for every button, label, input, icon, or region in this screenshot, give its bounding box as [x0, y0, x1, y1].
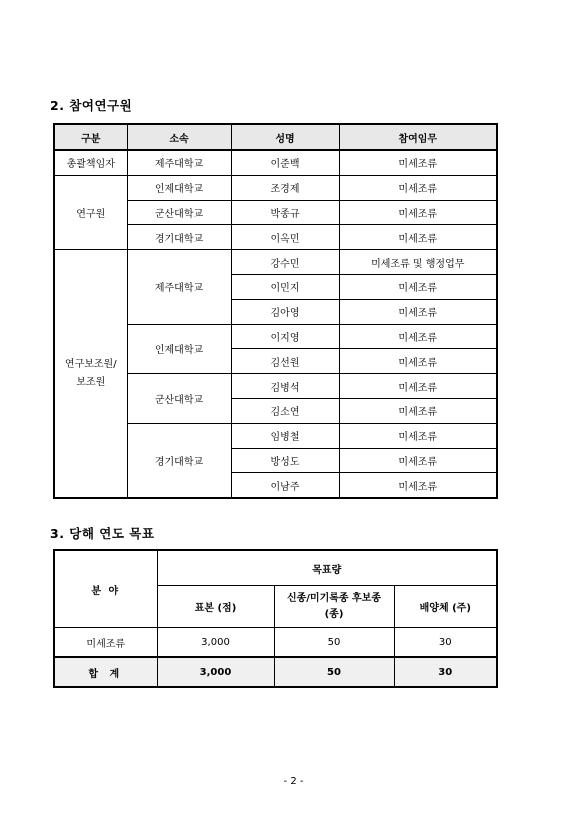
cell-affiliation: 제주대학교	[127, 250, 231, 324]
header-name: 성명	[231, 124, 339, 150]
cell-role: 미세조류	[339, 200, 497, 225]
cell-role: 미세조류	[339, 398, 497, 423]
cell-role: 미세조류	[339, 299, 497, 324]
cell-name: 이지영	[231, 324, 339, 349]
cell-name: 김선원	[231, 349, 339, 374]
researchers-table	[53, 123, 498, 499]
cell-role: 미세조류	[339, 473, 497, 498]
cell-name: 이준백	[231, 150, 339, 175]
cell-role: 미세조류	[339, 349, 497, 374]
cell-species: 50	[274, 628, 394, 658]
cell-affiliation: 군산대학교	[127, 200, 231, 225]
cell-name: 방성도	[231, 448, 339, 473]
table-header-row	[54, 124, 497, 150]
table-header-row	[54, 550, 497, 586]
header-field: 분 야	[54, 550, 157, 628]
cell-affiliation: 군산대학교	[127, 374, 231, 424]
cell-affiliation: 인제대학교	[127, 324, 231, 374]
page-number: - 2 -	[283, 776, 304, 787]
cell-name: 김소연	[231, 398, 339, 423]
table-row	[54, 250, 497, 275]
total-label: 합 계	[54, 657, 157, 687]
cell-role: 미세조류	[339, 175, 497, 200]
cell-category: 연구보조원/ 보조원	[54, 250, 127, 498]
cell-role: 미세조류	[339, 225, 497, 250]
cell-category: 총괄책임자	[54, 150, 127, 175]
cell-role: 미세조류 및 행정업무	[339, 250, 497, 275]
cell-name: 이남주	[231, 473, 339, 498]
total-cultures: 30	[394, 657, 497, 687]
cell-cultures: 30	[394, 628, 497, 658]
header-specimens: 표본 (점)	[157, 586, 274, 628]
section-3-title: 3. 당해 연도 목표	[50, 526, 155, 541]
cell-affiliation: 인제대학교	[127, 175, 231, 200]
total-species: 50	[274, 657, 394, 687]
cell-affiliation: 제주대학교	[127, 150, 231, 175]
header-category: 구분	[54, 124, 127, 150]
cell-name: 강수민	[231, 250, 339, 275]
cell-name: 박종규	[231, 200, 339, 225]
cell-name: 김병석	[231, 374, 339, 399]
cell-role: 미세조류	[339, 274, 497, 299]
cell-role: 미세조류	[339, 448, 497, 473]
header-affiliation: 소속	[127, 124, 231, 150]
cell-role: 미세조류	[339, 324, 497, 349]
table-row	[54, 150, 497, 175]
table-row	[54, 628, 497, 658]
annual-goals-table	[53, 549, 498, 688]
cell-name: 조경제	[231, 175, 339, 200]
cell-name: 이옥민	[231, 225, 339, 250]
cell-affiliation: 경기대학교	[127, 423, 231, 498]
cell-role: 미세조류	[339, 423, 497, 448]
cell-role: 미세조류	[339, 374, 497, 399]
cell-role: 미세조류	[339, 150, 497, 175]
cell-affiliation: 경기대학교	[127, 225, 231, 250]
cell-name: 임병철	[231, 423, 339, 448]
total-specimens: 3,000	[157, 657, 274, 687]
cell-field: 미세조류	[54, 628, 157, 658]
total-row	[54, 657, 497, 687]
header-cultures: 배양체 (주)	[394, 586, 497, 628]
table-row	[54, 175, 497, 200]
header-new-species: 신종/미기록종 후보종 (종)	[274, 586, 394, 628]
cell-specimens: 3,000	[157, 628, 274, 658]
section-2-title: 2. 참여연구원	[50, 98, 133, 113]
header-role: 참여임무	[339, 124, 497, 150]
cell-name: 이민지	[231, 274, 339, 299]
cell-category: 연구원	[54, 175, 127, 249]
header-target: 목표량	[157, 550, 497, 586]
cell-name: 김아영	[231, 299, 339, 324]
